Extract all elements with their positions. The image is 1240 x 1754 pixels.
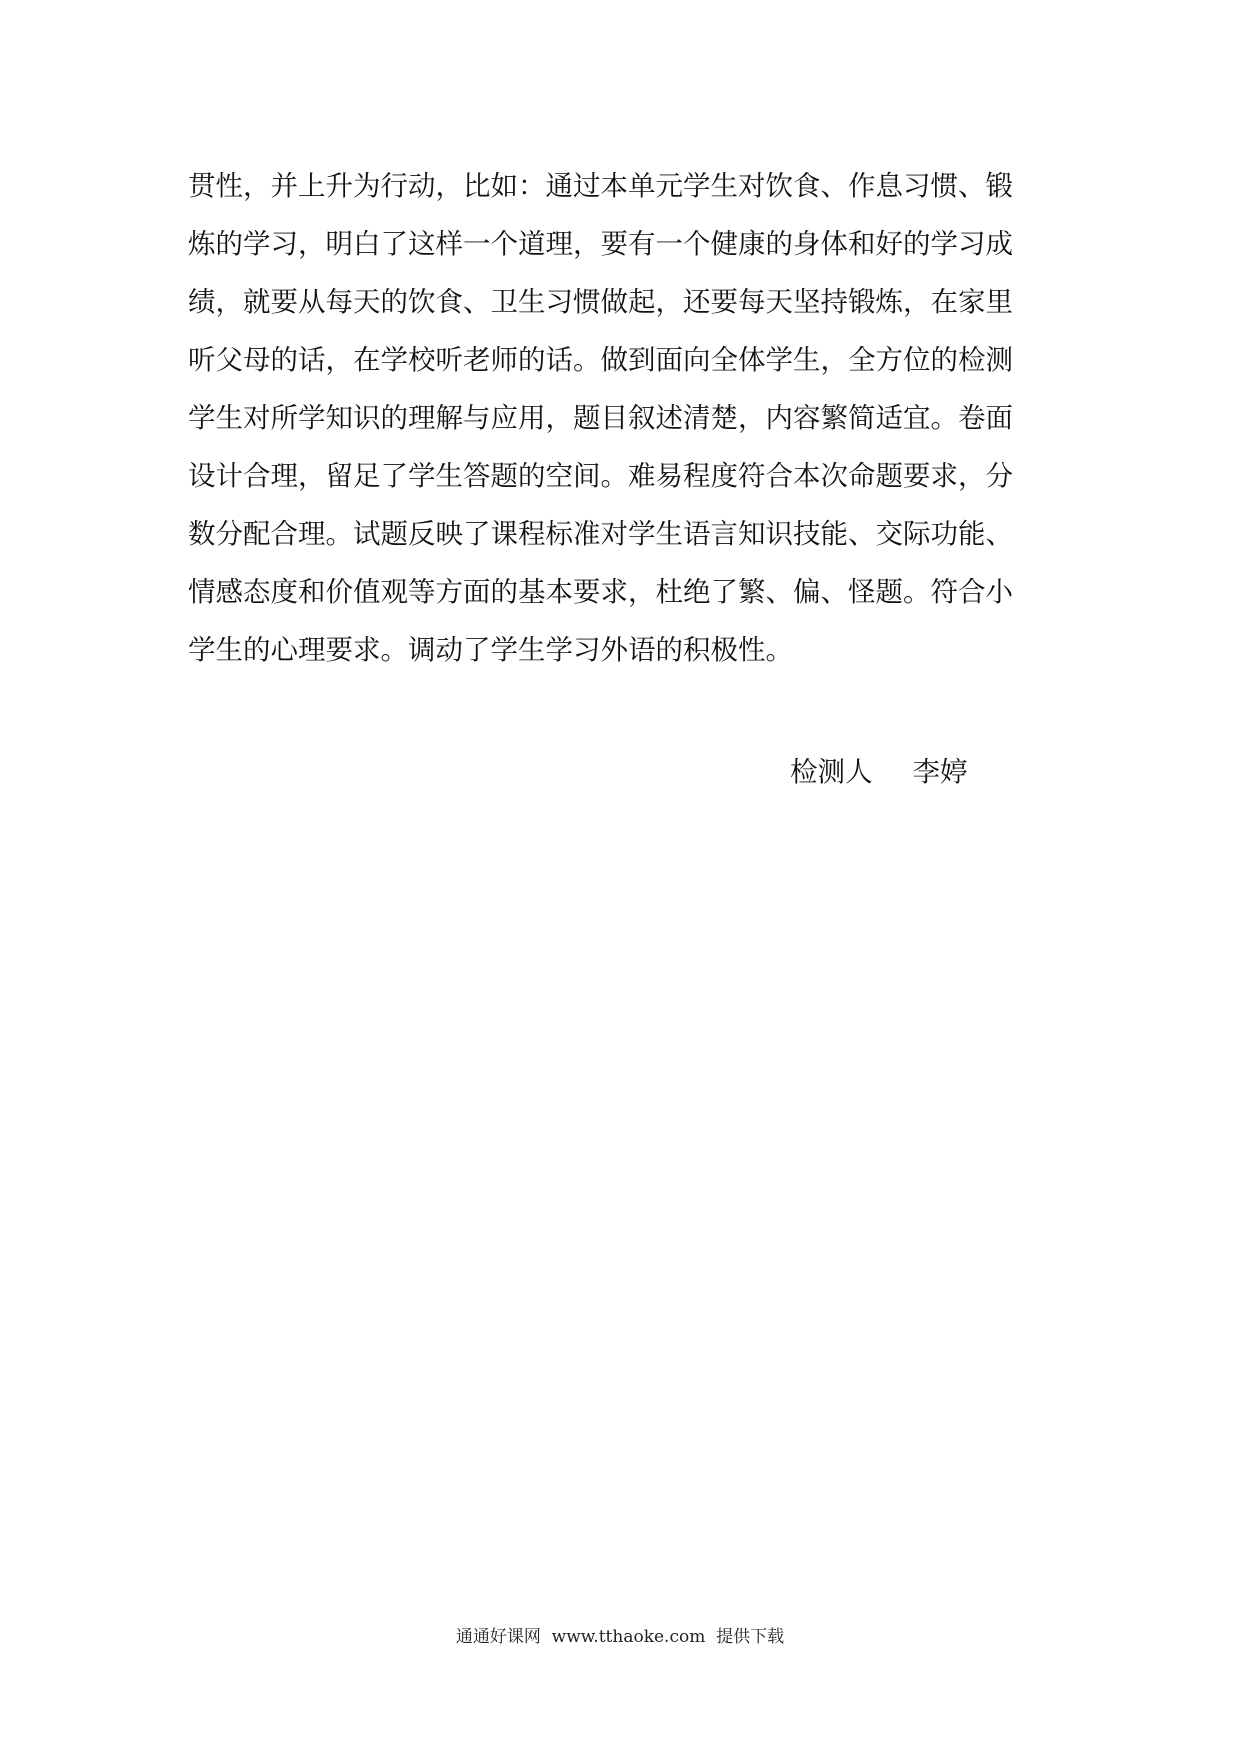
text-line: 贯性，并上升为行动，比如：通过本单元学生对饮食、作息习惯、锻 xyxy=(188,170,1013,202)
page-footer: 通通好课网 www.tthaoke.com 提供下载 xyxy=(455,1627,785,1647)
text-line: 学生对所学知识的理解与应用，题目叙述清楚，内容繁简适宜。卷面 xyxy=(188,402,1013,434)
text-line: 设计合理，留足了学生答题的空间。难易程度符合本次命题要求，分 xyxy=(188,460,1013,492)
signature-block xyxy=(790,744,968,800)
signature-name: 李婷 xyxy=(912,756,968,788)
body-paragraph xyxy=(188,157,1068,679)
text-line: 学生的心理要求。调动了学生学习外语的积极性。 xyxy=(188,634,793,666)
signature-label: 检测人 xyxy=(790,756,873,788)
text-line: 数分配合理。试题反映了课程标准对学生语言知识技能、交际功能、 xyxy=(188,518,1013,550)
text-line: 情感态度和价值观等方面的基本要求，杜绝了繁、偏、怪题。符合小 xyxy=(188,576,1013,608)
text-line: 炼的学习，明白了这样一个道理，要有一个健康的身体和好的学习成 xyxy=(188,228,1013,260)
text-line: 听父母的话，在学校听老师的话。做到面向全体学生，全方位的检测 xyxy=(188,344,1013,376)
text-line: 绩，就要从每天的饮食、卫生习惯做起，还要每天坚持锻炼，在家里 xyxy=(188,286,1013,318)
